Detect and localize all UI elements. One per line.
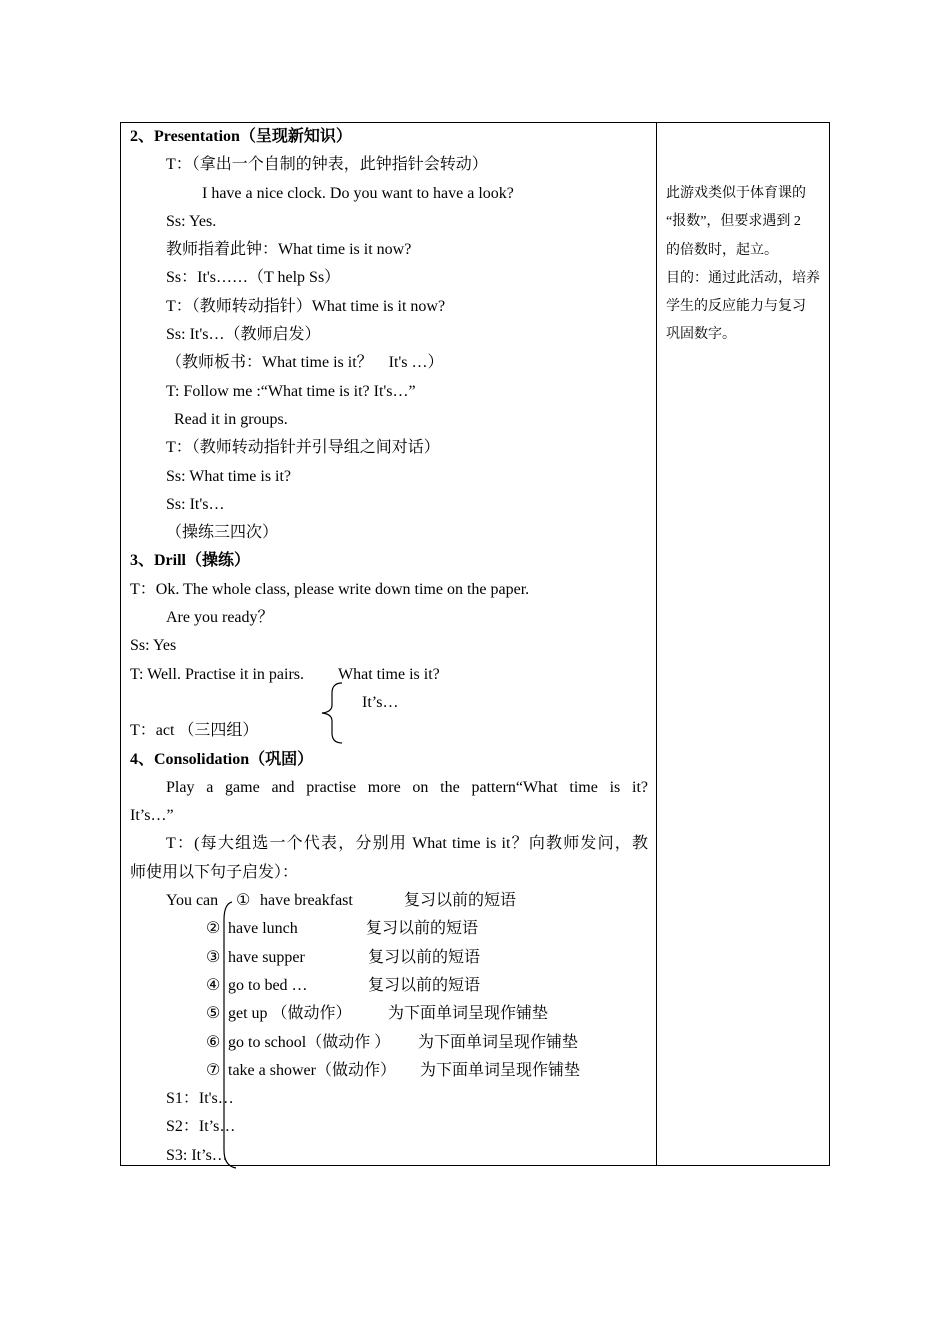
item-phrase: go to school（做动作 ）	[228, 1033, 391, 1051]
item-note: 复习以前的短语	[404, 892, 517, 910]
text-line: Ss: Yes	[130, 637, 177, 655]
text-line: Ss: It's…（教师启发）	[166, 326, 321, 344]
text-line: S1：It's…	[166, 1090, 234, 1108]
text-line: T：Ok. The whole class, please write down time on the paper.	[130, 580, 530, 598]
you-can-label: You can	[166, 892, 219, 910]
side-note-line: “报数”，但要求遇到 2	[666, 214, 801, 230]
side-note-line: 巩固数字。	[666, 327, 736, 343]
text-line: T: Follow me :“What time is it? It's…”	[166, 382, 416, 400]
text-line: Ss: Yes.	[166, 212, 217, 230]
item-row	[130, 1029, 648, 1057]
text-line: （操练三四次）	[166, 524, 279, 542]
item-note: 复习以前的短语	[368, 976, 481, 994]
item-note: 复习以前的短语	[366, 920, 479, 938]
consolidation-heading: 4、Consolidation（巩固）	[130, 750, 314, 768]
item-row	[130, 887, 648, 915]
text-line: S3: It’s…	[166, 1146, 228, 1164]
item-phrase: take a shower（做动作）	[228, 1061, 396, 1079]
column-divider	[656, 122, 657, 1166]
pair-question: What time is it?	[338, 665, 440, 683]
item-number: ⑥	[206, 1033, 221, 1051]
text-line: Play a game and practise more on the pattern“What time is it?	[166, 778, 648, 796]
pair-practice-line	[130, 661, 648, 689]
item-number: ①	[236, 892, 251, 910]
items-bracket-icon	[218, 900, 244, 1172]
item-phrase: have lunch	[228, 920, 298, 938]
item-row	[130, 944, 648, 972]
text-line: T：（教师转动指针）What time is it now?	[166, 297, 446, 315]
text-line: 教师指着此钟：What time is it now?	[166, 241, 412, 259]
side-note-line: 目的：通过此活动，培养	[666, 270, 820, 286]
item-phrase: have supper	[228, 948, 305, 966]
text-line: Ss：It's……（T help Ss）	[166, 269, 341, 287]
pair-answer-line	[130, 689, 648, 717]
item-number: ⑤	[206, 1005, 221, 1023]
presentation-heading: 2、Presentation（呈现新知识）	[130, 128, 352, 145]
text-line: T：(每大组选一个代表，分别用 What time is it？向教师发问，教	[166, 835, 648, 853]
text-line: Ss: What time is it?	[166, 467, 292, 485]
item-note: 复习以前的短语	[368, 948, 481, 966]
text-line: Ss: It's…	[166, 495, 225, 513]
item-note: 为下面单词呈现作铺垫	[388, 1005, 549, 1023]
side-note-line: 此游戏类似于体育课的	[666, 186, 806, 201]
main-column	[130, 123, 648, 1170]
side-note-line: 的倍数时，起立。	[666, 242, 778, 258]
pair-practice-text: T: Well. Practise it in pairs.	[130, 665, 305, 683]
item-phrase: go to bed …	[228, 976, 308, 994]
item-row	[130, 972, 648, 1000]
text-line: Read it in groups.	[174, 410, 288, 428]
text-line: Are you ready？	[166, 609, 274, 627]
text-line: T：act （三四组）	[130, 722, 259, 740]
text-line: （教师板书：What time is it？ It's …）	[166, 354, 444, 372]
pair-answer: It’s…	[362, 693, 399, 711]
text-line: T：（拿出一个自制的钟表，此钟指针会转动）	[166, 156, 488, 174]
item-row	[130, 1057, 648, 1085]
text-line: T：（教师转动指针并引导组之间对话）	[166, 439, 440, 457]
item-note: 为下面单词呈现作铺垫	[418, 1033, 579, 1051]
side-note-line: 学生的反应能力与复习	[666, 299, 806, 315]
text-line: 师使用以下句子启发）：	[130, 863, 299, 881]
text-line: S2：It’s…	[166, 1118, 236, 1136]
drill-brace-icon	[316, 681, 346, 745]
text-line: I have a nice clock. Do you want to have a look?	[202, 184, 514, 202]
item-number: ⑦	[206, 1061, 221, 1079]
item-note: 为下面单词呈现作铺垫	[420, 1061, 581, 1079]
item-phrase: have breakfast	[260, 892, 353, 910]
item-number: ②	[206, 920, 221, 938]
item-row	[130, 1000, 648, 1028]
text-line: It’s…”	[130, 807, 174, 825]
item-phrase: get up （做动作）	[228, 1005, 352, 1023]
item-row	[130, 915, 648, 943]
side-note-column	[666, 180, 826, 350]
item-number: ③	[206, 948, 221, 966]
drill-heading: 3、Drill（操练）	[130, 552, 250, 570]
item-number: ④	[206, 976, 221, 994]
